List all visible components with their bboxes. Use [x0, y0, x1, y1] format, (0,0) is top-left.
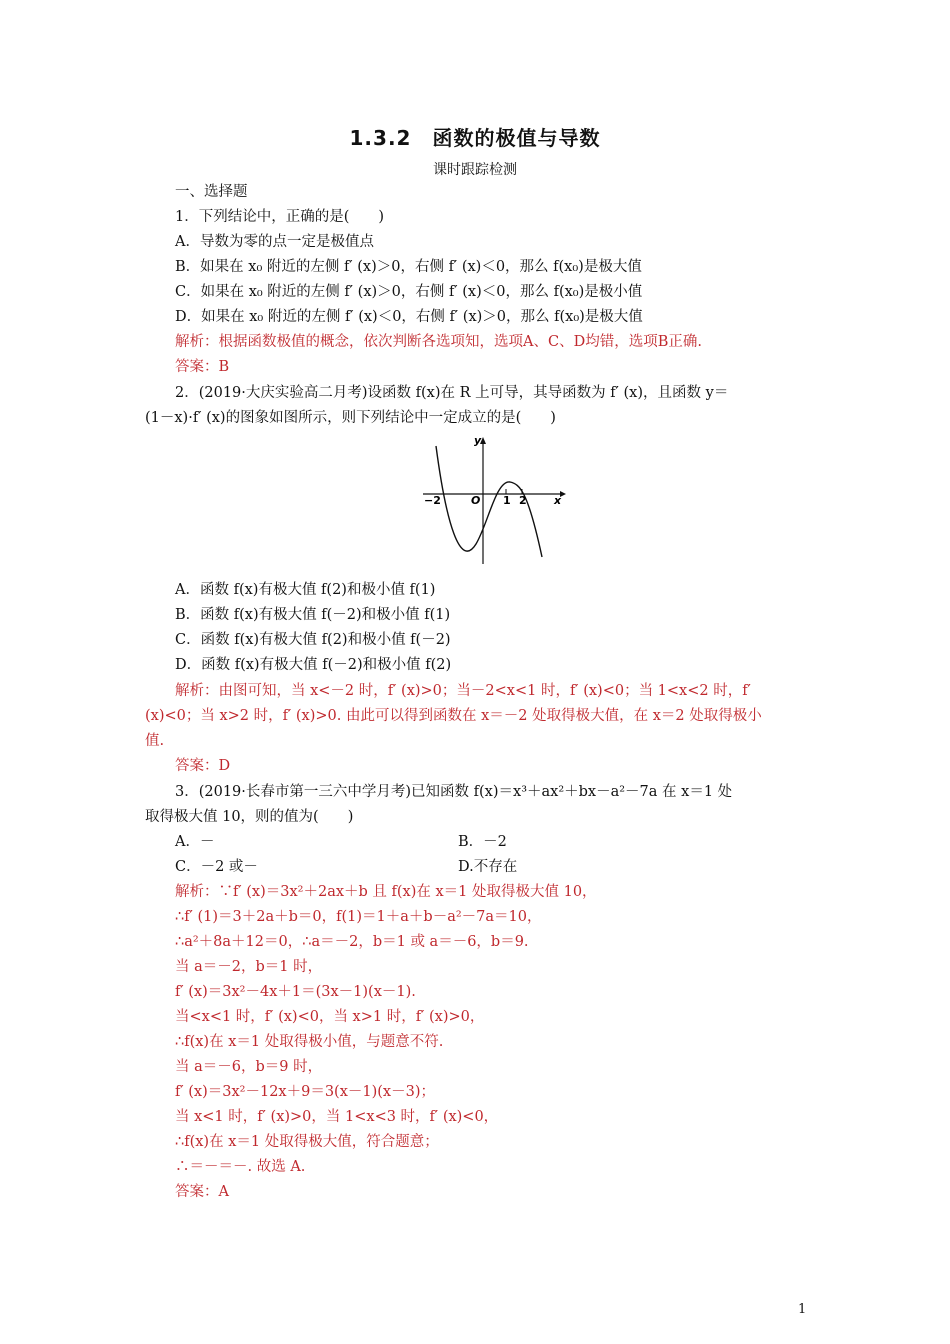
page-number: 1	[798, 1302, 807, 1317]
question-2-stem: 2．(2019·大庆实验高二月考)设函数 f(x)在 R 上可导，其导函数为 f′ (x)，且函数 y＝	[175, 385, 729, 401]
q1-option-c: C．如果在 x₀ 附近的左侧 f′ (x)＞0，右侧 f′ (x)＜0，那么 f(x₀)是极小值	[175, 284, 643, 300]
q2-option-d: D．函数 f(x)有极大值 f(－2)和极小值 f(2)	[175, 657, 452, 673]
x-axis-label: x	[554, 494, 562, 507]
q3-analysis-11: ∴f(x)在 x＝1 处取得极大值，符合题意；	[175, 1134, 439, 1150]
q2-option-b: B．函数 f(x)有极大值 f(－2)和极小值 f(1)	[175, 607, 451, 623]
question-1-stem: 1．下列结论中，正确的是( )	[175, 209, 385, 225]
q3-analysis-3: ∴a²＋8a＋12＝0，∴a＝－2，b＝1 或 a＝－6，b＝9.	[175, 934, 529, 950]
q3-analysis-5: f′ (x)＝3x²－4x＋1＝(3x－1)(x－1).	[175, 984, 416, 1000]
q3-option-c: C．－2 或－	[175, 859, 258, 875]
q1-option-d: D．如果在 x₀ 附近的左侧 f′ (x)＜0，右侧 f′ (x)＞0，那么 f(x₀)是极大值	[175, 309, 643, 325]
q2-analysis-end: 值.	[145, 733, 165, 749]
q3-analysis-12: ∴＝－＝－. 故选 A.	[175, 1159, 306, 1175]
page-subtitle: 课时跟踪检测	[433, 162, 517, 178]
q3-analysis-10: 当 x<1 时，f′ (x)>0，当 1<x<3 时，f′ (x)<0，	[175, 1109, 499, 1125]
section-heading: 一、选择题	[175, 184, 248, 200]
q3-analysis-9: f′ (x)＝3x²－12x＋9＝3(x－1)(x－3)；	[175, 1084, 435, 1100]
q3-analysis-8: 当 a＝－6，b＝9 时，	[175, 1059, 323, 1075]
q3-option-a: A．－	[175, 834, 215, 850]
q2-analysis-cont: (x)<0；当 x>2 时，f′ (x)>0. 由此可以得到函数在 x＝－2 处取得极大值，在 x＝2 处取得极小	[145, 708, 762, 724]
origin-label: O	[471, 494, 481, 507]
q1-option-a: A．导数为零的点一定是极值点	[175, 234, 374, 250]
q1-answer: 答案：B	[175, 359, 230, 375]
q3-analysis-6: 当<x<1 时，f′ (x)<0，当 x>1 时，f′ (x)>0，	[175, 1009, 485, 1025]
q2-option-a: A．函数 f(x)有极大值 f(2)和极小值 f(1)	[175, 582, 436, 598]
q3-analysis-1: 解析：∵f′ (x)＝3x²＋2ax＋b 且 f(x)在 x＝1 处取得极大值 10，	[175, 884, 597, 900]
tick-label-neg2: −2	[424, 494, 441, 507]
q1-option-b: B．如果在 x₀ 附近的左侧 f′ (x)＞0，右侧 f′ (x)＜0，那么 f(x₀)是极大值	[175, 259, 642, 275]
q3-option-d: D.不存在	[458, 859, 518, 875]
question-3-stem: 3．(2019·长春市第一三六中学月考)已知函数 f(x)＝x³＋ax²＋bx－a²－7a 在 x＝1 处	[175, 784, 733, 800]
q2-answer: 答案：D	[175, 758, 231, 774]
q3-option-b: B．－2	[458, 834, 507, 850]
derivative-graph	[418, 432, 568, 567]
q2-analysis: 解析：由图可知，当 x<－2 时，f′ (x)>0；当－2<x<1 时，f′ (x)<0；当 1<x<2 时，f′	[175, 683, 751, 699]
y-axis-label: y	[474, 434, 482, 447]
tick-label-2: 2	[519, 494, 527, 507]
question-3-stem-cont: 取得极大值 10，则的值为( )	[145, 809, 354, 825]
page-title: 1.3.2 函数的极值与导数	[349, 126, 601, 150]
q3-analysis-7: ∴f(x)在 x＝1 处取得极小值，与题意不符.	[175, 1034, 444, 1050]
q1-analysis: 解析：根据函数极值的概念，依次判断各选项知，选项A、C、D均错，选项B正确.	[175, 334, 702, 350]
tick-label-1: 1	[503, 494, 511, 507]
question-2-stem-cont: (1－x)·f′ (x)的图象如图所示，则下列结论中一定成立的是( )	[145, 410, 556, 426]
q2-option-c: C．函数 f(x)有极大值 f(2)和极小值 f(－2)	[175, 632, 451, 648]
q3-answer: 答案：A	[175, 1184, 229, 1200]
q3-analysis-2: ∴f′ (1)＝3＋2a＋b＝0，f(1)＝1＋a＋b－a²－7a＝10，	[175, 909, 542, 925]
q3-analysis-4: 当 a＝－2，b＝1 时，	[175, 959, 323, 975]
